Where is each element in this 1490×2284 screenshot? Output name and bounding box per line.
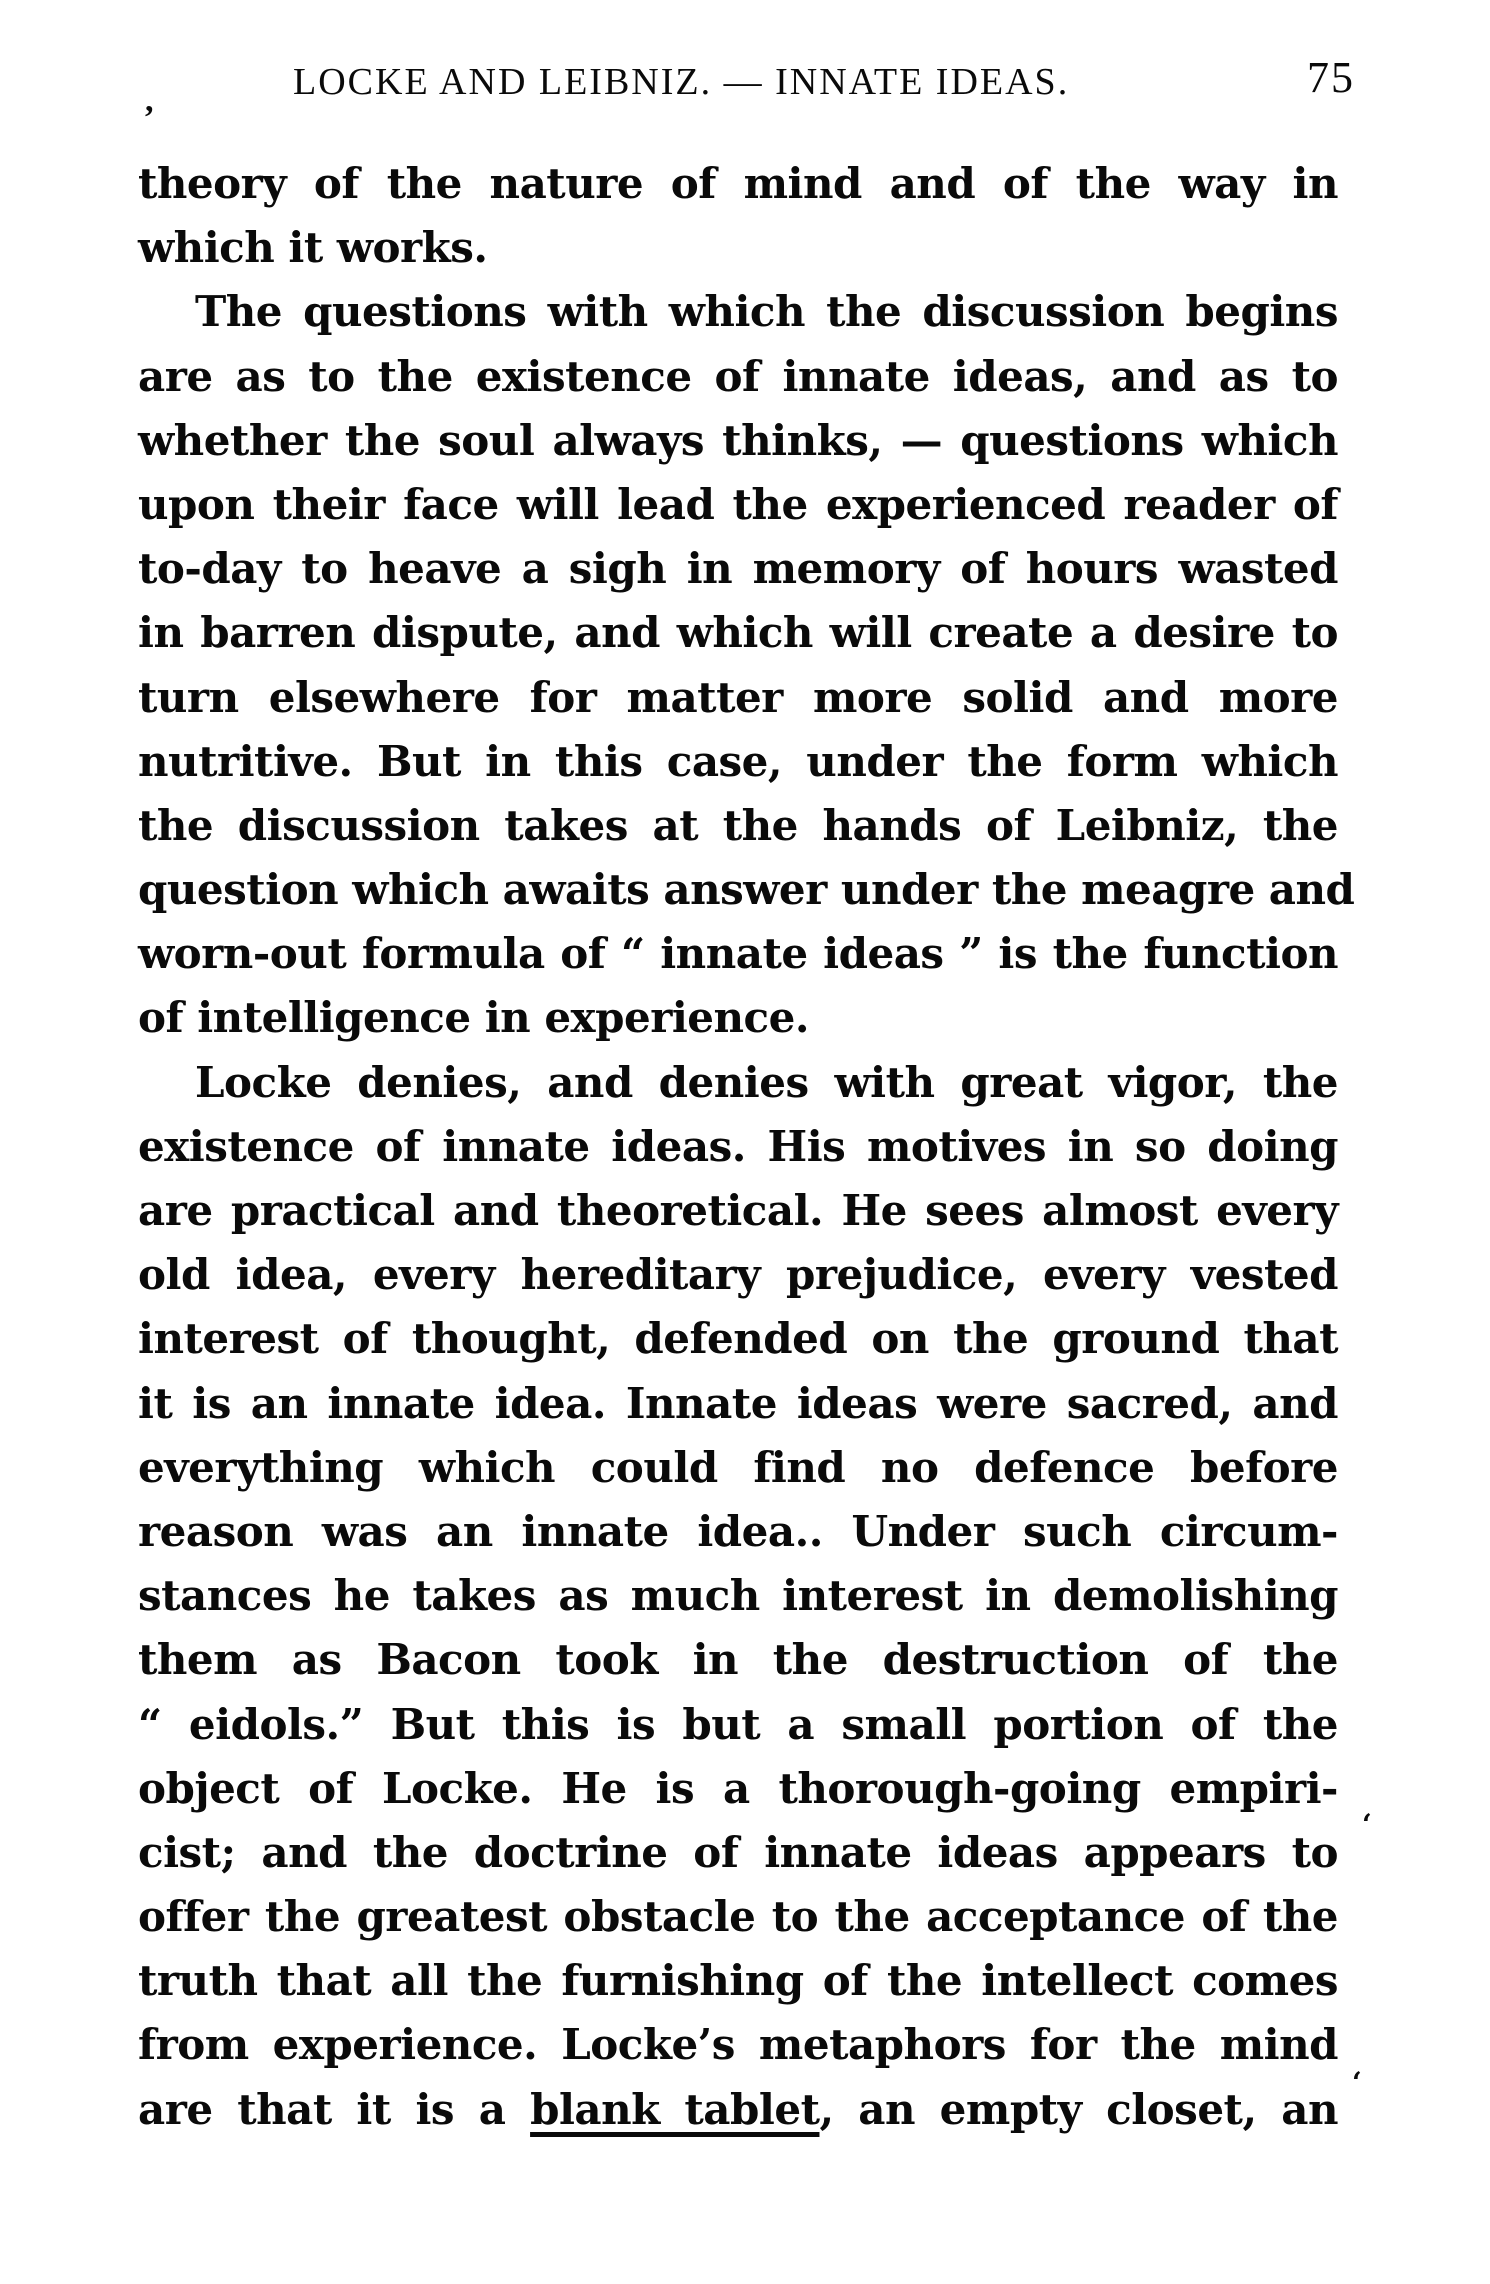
text-line: truth that all the furnishing of the intellect comes (138, 1956, 1338, 2006)
text-line: “ eidols.” But this is but a small portion of the (138, 1699, 1338, 1749)
text-line: it is an innate idea. Innate ideas were sacred, and (138, 1378, 1338, 1428)
paragraph-1 (138, 152, 1338, 280)
text-line: the discussion takes at the hands of Leibniz, the (138, 800, 1338, 850)
text-line: turn elsewhere for matter more solid and more (138, 672, 1338, 722)
text-line: in barren dispute, and which will create a desire to (138, 608, 1338, 658)
text-line: reason was an innate idea.. Under such circum- (138, 1506, 1338, 1556)
text-line: Locke denies, and denies with great vigor, the (195, 1057, 1338, 1107)
text-line: from experience. Locke’s metaphors for the mind (138, 2020, 1338, 2070)
running-head (135, 50, 1355, 119)
margin-mark: ‘ (1362, 1808, 1372, 1841)
body-text (138, 152, 1355, 2142)
text-line: which it works. (138, 223, 488, 273)
underlined-phrase: blank tablet (530, 2084, 820, 2134)
text-line: interest of thought, defended on the ground that (138, 1314, 1338, 1364)
text-line: existence of innate ideas. His motives in so doing (138, 1121, 1338, 1171)
text-segment: are that it is a (138, 2084, 531, 2134)
text-line: whether the soul always thinks, — questions which (138, 415, 1338, 465)
text-line: worn-out formula of “ innate ideas ” is the function (138, 929, 1338, 979)
text-line: are practical and theoretical. He sees almost every (138, 1186, 1338, 1235)
running-title: LOCKE AND LEIBNIZ. — INNATE IDEAS. (293, 61, 1070, 103)
text-line: The questions with which the discussion begins (195, 287, 1338, 337)
text-line: everything which could find no defence before (138, 1442, 1338, 1492)
text-line: cist; and the doctrine of innate ideas appears to (138, 1827, 1338, 1877)
margin-mark: ‘ (1352, 2066, 1362, 2099)
text-line: theory of the nature of mind and of the way in (138, 159, 1338, 208)
text-line: offer the greatest obstacle to the acceptance of the (138, 1892, 1338, 1942)
text-line: to-day to heave a sigh in memory of hours wasted (138, 544, 1338, 594)
text-line: nutritive. But in this case, under the form which (138, 736, 1338, 786)
text-segment: , an empty closet, an (819, 2084, 1338, 2134)
text-line: of intelligence in experience. (138, 993, 809, 1043)
text-line: old idea, every hereditary prejudice, every vested (138, 1250, 1338, 1300)
stray-print-mark: , (145, 82, 156, 119)
text-line: question which awaits answer under the meagre and (138, 865, 1355, 915)
text-line: stances he takes as much interest in demolishing (138, 1571, 1338, 1621)
page-number: 75 (1307, 53, 1355, 102)
text-line: are as to the existence of innate ideas, and as to (138, 351, 1338, 401)
text-line: upon their face will lead the experienced reader of (138, 479, 1338, 529)
text-line-final (138, 2078, 1338, 2142)
paragraph-3 (138, 1051, 1338, 2142)
text-line: them as Bacon took in the destruction of the (138, 1635, 1338, 1685)
paragraph-2 (138, 280, 1355, 1050)
text-line: object of Locke. He is a thorough-going empiri- (138, 1763, 1338, 1813)
